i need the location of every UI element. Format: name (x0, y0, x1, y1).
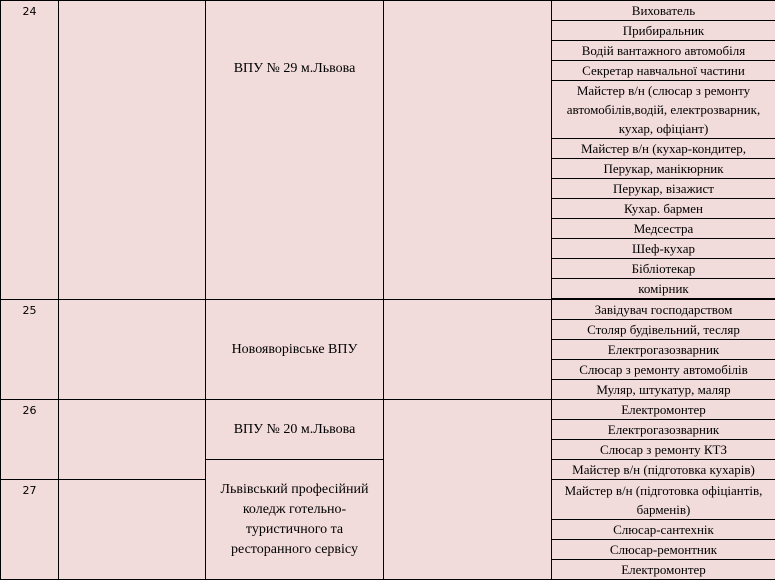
empty-cell (59, 1, 206, 300)
profession-cell: Водій вантажного автомобіля (552, 41, 775, 61)
profession-cell: Електрогазозварник (552, 420, 775, 440)
profession-cell: Електромонтер (552, 400, 775, 420)
row-number: 25 (1, 300, 59, 400)
profession-cell: Майстер в/н (підготовка кухарів) (552, 460, 775, 480)
school-name: Львівський професійний коледж готельно-туристичного та ресторанного сервісу (206, 460, 384, 580)
profession-cell: Медсестра (552, 219, 775, 239)
profession-cell: Майстер в/н (підготовка офіціантів, барменів) (552, 480, 775, 520)
profession-cell: комірник (552, 279, 775, 299)
profession-cell: Перукар, манікюрник (552, 159, 775, 179)
profession-cell: Столяр будівельний, тесляр (552, 320, 775, 340)
empty-cell (384, 1, 552, 300)
profession-cell: Майстер в/н (слюсар з ремонту автомобілів,водій, електрозварник, кухар, офіціант) (552, 81, 775, 139)
profession-cell: Майстер в/н (кухар-кондитер, (552, 139, 775, 159)
empty-cell (59, 480, 206, 580)
table-row (1, 300, 775, 320)
row-number: 27 (1, 480, 59, 580)
empty-cell (59, 300, 206, 400)
empty-cell (384, 300, 552, 400)
profession-cell: Перукар, візажист (552, 179, 775, 199)
profession-cell: Прибиральник (552, 21, 775, 41)
profession-cell: Електрогазозварник (552, 340, 775, 360)
profession-cell: Завідувач господарством (552, 300, 775, 320)
row-number: 24 (1, 1, 59, 300)
school-name: Новояворівське ВПУ (206, 300, 384, 400)
profession-cell: Секретар навчальної частини (552, 61, 775, 81)
empty-cell (384, 400, 552, 580)
profession-cell: Бібліотекар (552, 259, 775, 279)
profession-cell: Вихователь (552, 1, 775, 21)
empty-cell (59, 400, 206, 480)
profession-cell: Електромонтер (552, 560, 775, 580)
profession-cell: Слюсар з ремонту автомобілів (552, 360, 775, 380)
profession-cell: Шеф-кухар (552, 239, 775, 259)
school-name: ВПУ № 20 м.Львова (206, 400, 384, 460)
table-row (1, 1, 775, 21)
profession-cell: Слюсар-ремонтник (552, 540, 775, 560)
profession-cell: Муляр, штукатур, маляр (552, 380, 775, 400)
profession-cell: Кухар. бармен (552, 199, 775, 219)
profession-cell: Слюсар-сантехнік (552, 520, 775, 540)
table-row (1, 400, 775, 420)
school-name: ВПУ № 29 м.Львова (206, 1, 384, 300)
profession-cell: Слюсар з ремонту КТЗ (552, 440, 775, 460)
row-number: 26 (1, 400, 59, 480)
